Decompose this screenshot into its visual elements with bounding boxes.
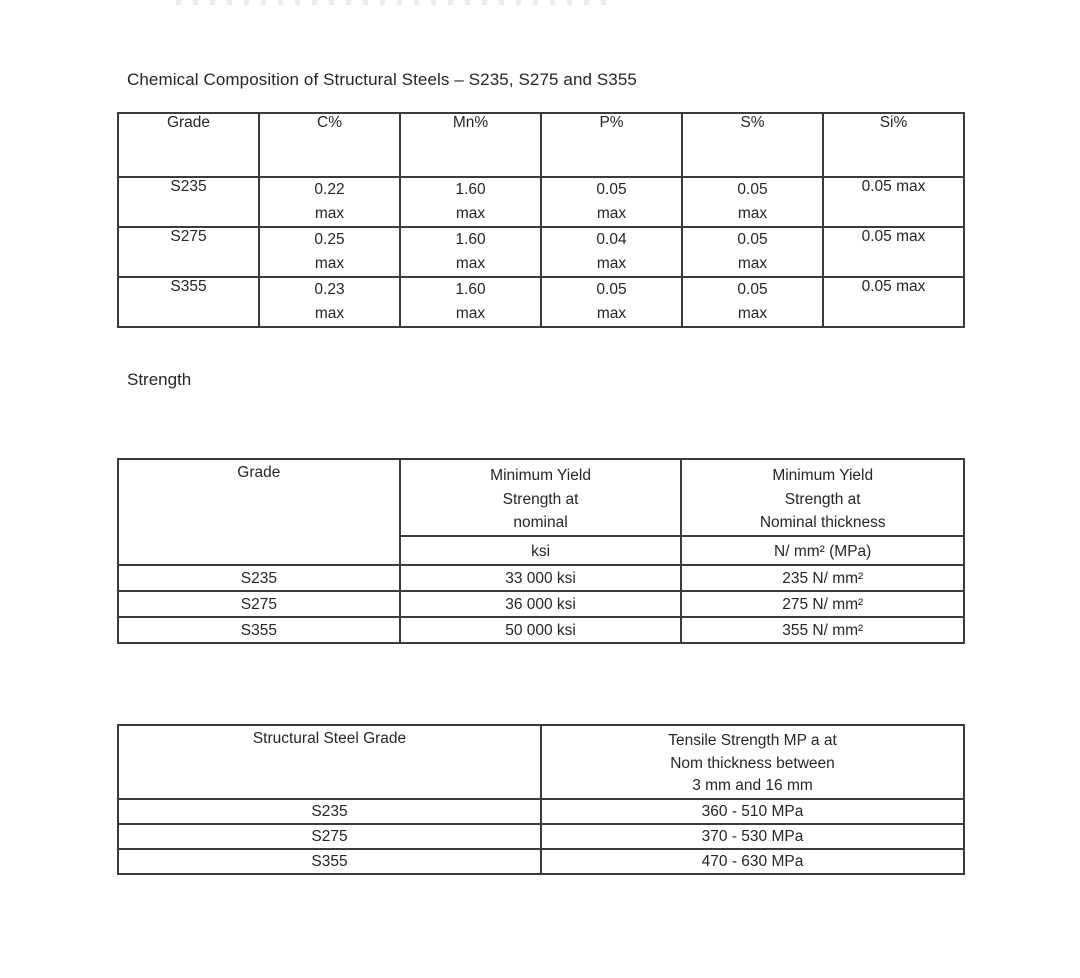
grade-cell: S235 xyxy=(118,799,541,824)
yield-nmm2-cell: 355 N/ mm² xyxy=(681,617,964,643)
composition-row-s235 xyxy=(118,177,964,227)
tensile-cell: 370 - 530 MPa xyxy=(541,824,964,849)
header-line: nominal xyxy=(513,514,568,531)
value-line: 1.60 xyxy=(455,181,486,198)
value-line: 0.04 xyxy=(596,231,627,248)
s-cell xyxy=(682,277,823,327)
tensile-row-s275 xyxy=(118,824,964,849)
strength-table xyxy=(117,458,965,644)
composition-header-mn: Mn% xyxy=(400,113,541,177)
value-line: 0.05 xyxy=(596,181,627,198)
max-label: max xyxy=(455,305,486,322)
grade-cell: S355 xyxy=(118,277,259,327)
yield-ksi-cell: 50 000 ksi xyxy=(400,617,682,643)
yield-nmm2-cell: 275 N/ mm² xyxy=(681,591,964,617)
unit-ksi: ksi xyxy=(400,536,682,565)
max-label: max xyxy=(314,305,345,322)
max-label: max xyxy=(737,305,768,322)
max-label: max xyxy=(596,255,627,272)
c-cell xyxy=(259,277,400,327)
s-cell xyxy=(682,227,823,277)
strength-row-s275 xyxy=(118,591,964,617)
strength-header-yield-thickness xyxy=(681,459,964,536)
composition-table xyxy=(117,112,965,328)
composition-header-p: P% xyxy=(541,113,682,177)
yield-nmm2-cell: 235 N/ mm² xyxy=(681,565,964,591)
grade-cell: S275 xyxy=(118,591,400,617)
tensile-table xyxy=(117,724,965,875)
max-label: max xyxy=(596,305,627,322)
si-cell: 0.05 max xyxy=(823,177,964,227)
yield-ksi-cell: 36 000 ksi xyxy=(400,591,682,617)
grade-cell: S355 xyxy=(118,849,541,874)
unit-nmm2: N/ mm² (MPa) xyxy=(681,536,964,565)
header-line: Nom thickness between xyxy=(670,754,835,772)
tensile-header-grade: Structural Steel Grade xyxy=(118,725,541,799)
max-label: max xyxy=(596,205,627,222)
max-label: max xyxy=(737,255,768,272)
max-label: max xyxy=(455,255,486,272)
max-label: max xyxy=(455,205,486,222)
header-line: Strength at xyxy=(784,490,861,508)
tensile-row-s355 xyxy=(118,849,964,874)
header-line: Tensile Strength MP a at xyxy=(668,732,837,749)
value-line: 0.25 xyxy=(314,231,345,248)
header-line: Nominal thickness xyxy=(759,514,886,531)
tensile-header-row xyxy=(118,725,964,799)
grade-cell: S235 xyxy=(118,565,400,591)
grade-cell: S275 xyxy=(118,227,259,277)
max-label: max xyxy=(314,255,345,272)
header-line: Minimum Yield xyxy=(772,467,874,484)
strength-heading: Strength xyxy=(127,370,192,389)
strength-row-s235 xyxy=(118,565,964,591)
composition-header-row xyxy=(118,113,964,177)
p-cell xyxy=(541,277,682,327)
composition-header-si: Si% xyxy=(823,113,964,177)
value-line: 0.23 xyxy=(314,281,345,298)
composition-row-s355 xyxy=(118,277,964,327)
tensile-cell: 360 - 510 MPa xyxy=(541,799,964,824)
value-line: 1.60 xyxy=(455,231,486,248)
s-cell xyxy=(682,177,823,227)
max-label: max xyxy=(314,205,345,222)
value-line: 0.05 xyxy=(737,181,768,198)
grade-cell: S235 xyxy=(118,177,259,227)
mn-cell xyxy=(400,277,541,327)
si-cell: 0.05 max xyxy=(823,227,964,277)
grade-cell: S355 xyxy=(118,617,400,643)
value-line: 0.05 xyxy=(737,231,768,248)
p-cell xyxy=(541,227,682,277)
mn-cell xyxy=(400,227,541,277)
tensile-row-s235 xyxy=(118,799,964,824)
document-title: Chemical Composition of Structural Steels – S235, S275 and S355 xyxy=(127,70,637,89)
mn-cell xyxy=(400,177,541,227)
header-line: 3 mm and 16 mm xyxy=(692,777,813,794)
tensile-cell: 470 - 630 MPa xyxy=(541,849,964,874)
value-line: 0.22 xyxy=(314,181,345,198)
grade-cell: S275 xyxy=(118,824,541,849)
yield-ksi-cell: 33 000 ksi xyxy=(400,565,682,591)
page-top-artifact xyxy=(176,0,606,5)
c-cell xyxy=(259,227,400,277)
si-cell: 0.05 max xyxy=(823,277,964,327)
header-line: Minimum Yield xyxy=(490,467,591,484)
p-cell xyxy=(541,177,682,227)
composition-header-c: C% xyxy=(259,113,400,177)
value-line: 0.05 xyxy=(596,281,627,298)
composition-header-grade: Grade xyxy=(118,113,259,177)
strength-row-s355 xyxy=(118,617,964,643)
strength-header-grade: Grade xyxy=(118,459,400,565)
tensile-header-strength xyxy=(541,725,964,799)
c-cell xyxy=(259,177,400,227)
composition-row-s275 xyxy=(118,227,964,277)
strength-header-row xyxy=(118,459,964,536)
strength-header-yield-nominal xyxy=(400,459,682,536)
composition-header-s: S% xyxy=(682,113,823,177)
max-label: max xyxy=(737,205,768,222)
value-line: 0.05 xyxy=(737,281,768,298)
value-line: 1.60 xyxy=(455,281,486,298)
header-line: Strength at xyxy=(502,490,579,508)
